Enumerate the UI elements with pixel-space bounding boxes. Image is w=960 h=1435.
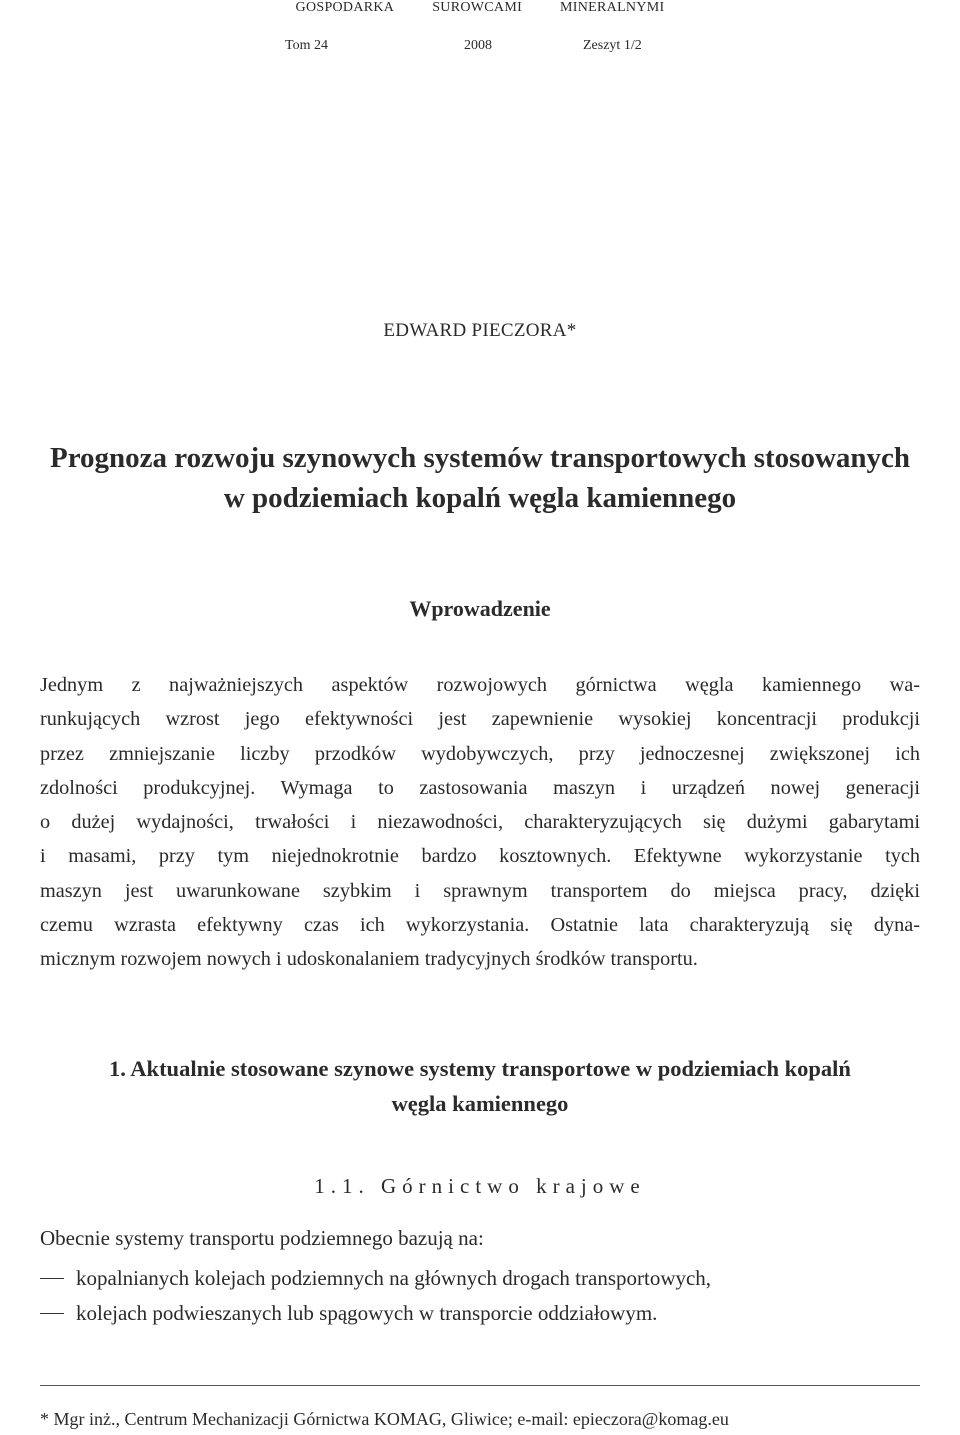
- list-lead-text: Obecnie systemy transportu podziemnego bazują na:: [40, 1226, 484, 1250]
- issue-number-label: Zeszyt 1/2: [583, 38, 642, 53]
- list-item-text: kopalnianych kolejach podziemnych na głównych drogach transportowych,: [76, 1266, 712, 1290]
- year-label: 2008: [464, 38, 492, 53]
- intro-line: i masami, przy tym niejednokrotnie bardzo kosztownych. Efektywne wykorzystanie tych: [40, 845, 920, 868]
- intro-heading: Wprowadzenie: [409, 596, 551, 621]
- intro-line: maszyn jest uwarunkowane szybkim i sprawnym transportem do miejsca pracy, dzięki: [40, 879, 920, 902]
- author-footnote: * Mgr inż., Centrum Mechanizacji Górnictwa KOMAG, Gliwice; e-mail: epieczora@komag.eu: [40, 1409, 729, 1429]
- intro-line: o dużej wydajności, trwałości i niezawodności, charakteryzujących się dużymi gabarytami: [40, 811, 920, 834]
- list-item: [40, 1261, 920, 1296]
- intro-line: przez zmniejszanie liczby przodków wydobywczych, przy jednoczesnej zwiększonej ich: [40, 742, 920, 765]
- title-line-2: w podziemiach kopalń węgla kamiennego: [223, 482, 737, 514]
- intro-line: runkujących wzrost jego efektywności jest zapewnienie wysokiej koncentracji produkcji: [40, 708, 920, 731]
- intro-line: czemu wzrasta efektywny czas ich wykorzystania. Ostatnie lata charakteryzują się dyna-: [40, 914, 920, 937]
- volume-label: Tom 24: [285, 38, 328, 53]
- section-heading-line-1: 1. Aktualnie stosowane szynowe systemy transportowe w podziemiach kopalń: [109, 1056, 851, 1081]
- intro-line: Jednym z najważniejszych aspektów rozwojowych górnictwa węgla kamiennego wa-: [40, 674, 920, 696]
- transport-systems-list: [40, 1261, 920, 1331]
- list-item-text: kolejach podwieszanych lub spągowych w transporcie oddziałowym.: [76, 1301, 658, 1325]
- journal-word-1: GOSPODARKA: [295, 0, 395, 15]
- issue-info: [0, 38, 960, 58]
- footnote-divider: [40, 1385, 920, 1386]
- title-line-1: Prognoza rozwoju szynowych systemów transportowych stosowanych: [49, 442, 911, 474]
- author-name: EDWARD PIECZORA*: [383, 320, 577, 341]
- dash-bullet-icon: [40, 1278, 64, 1280]
- dash-bullet-icon: [40, 1313, 64, 1315]
- journal-word-3: MINERALNYMI: [560, 0, 665, 15]
- intro-paragraph: [40, 668, 920, 977]
- list-item: [40, 1296, 920, 1331]
- section-1-heading: [40, 1051, 920, 1121]
- intro-line: micznym rozwojem nowych i udoskonalaniem tradycyjnych środków transportu.: [40, 948, 698, 971]
- intro-line: zdolności produkcyjnej. Wymaga to zastosowania maszyn i urządzeń nowej generacji: [40, 776, 920, 799]
- section-heading-line-2: węgla kamiennego: [391, 1091, 569, 1116]
- journal-name: [0, 0, 960, 22]
- subsection-heading: 1.1. Górnictwo krajowe: [314, 1174, 646, 1198]
- journal-word-2: SUROWCAMI: [432, 0, 523, 15]
- paper-title: [0, 438, 960, 518]
